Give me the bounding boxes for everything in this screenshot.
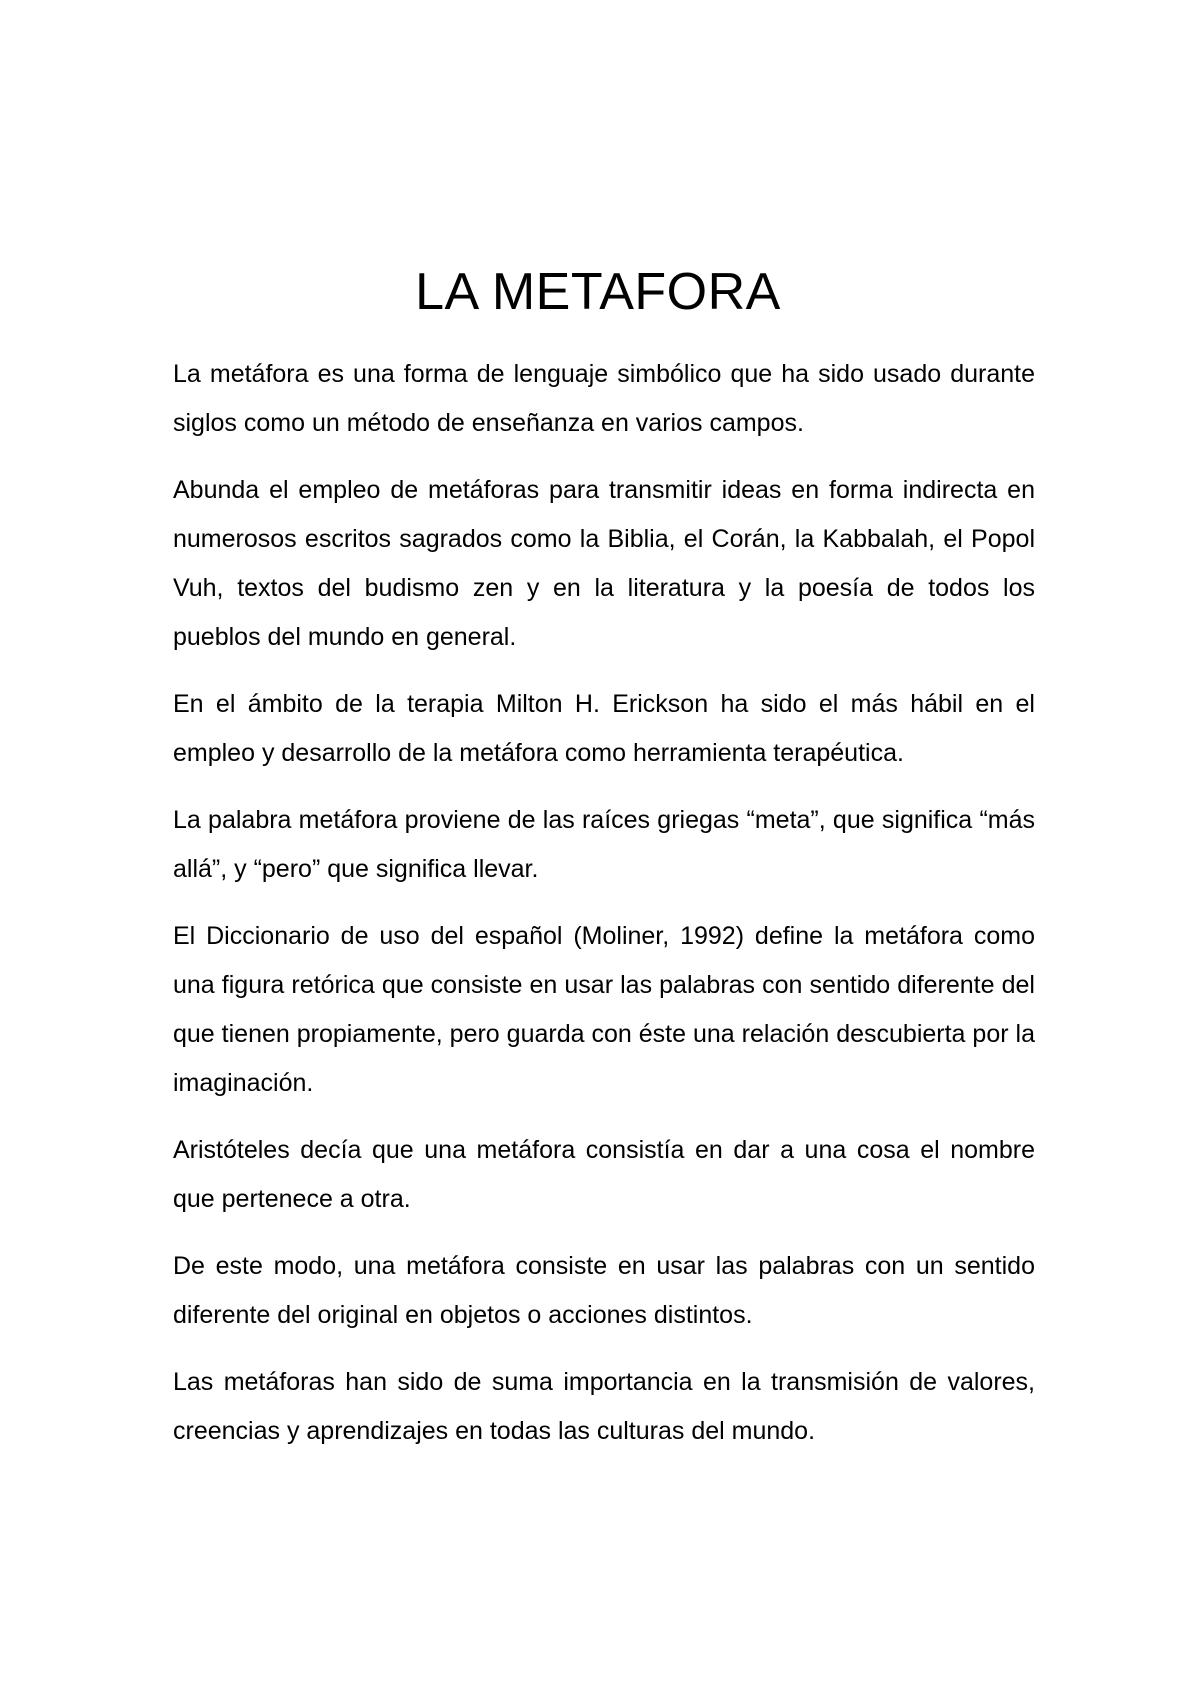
document-title: LA METAFORA [415, 263, 781, 321]
paragraph: Abunda el empleo de metáforas para transmitir ideas en forma indirecta en numerosos escritos sagrados como la Biblia, el Corán, la Kabbalah, el Popol Vuh, textos del budismo zen y en la literatura y la poesía de todos los pueblos del mundo en general. [173, 476, 1035, 651]
paragraph: Aristóteles decía que una metáfora consistía en dar a una cosa el nombre que pertenece a otra. [173, 1136, 1035, 1213]
paragraph: La palabra metáfora proviene de las raíces griegas “meta”, que significa “más allá”, y “pero” que significa llevar. [173, 806, 1035, 883]
paragraph: En el ámbito de la terapia Milton H. Erickson ha sido el más hábil en el empleo y desarrollo de la metáfora como herramienta terapéutica. [173, 690, 1035, 767]
paragraph: El Diccionario de uso del español (Moliner, 1992) define la metáfora como una figura retórica que consiste en usar las palabras con sentido diferente del que tienen propiamente, pero guarda con éste una relación descubierta por la imaginación. [173, 922, 1035, 1097]
paragraph: La metáfora es una forma de lenguaje simbólico que ha sido usado durante siglos como un método de enseñanza en varios campos. [173, 360, 1035, 437]
document-body [173, 350, 1035, 1456]
paragraph: Las metáforas han sido de suma importancia en la transmisión de valores, creencias y aprendizajes en todas las culturas del mundo. [173, 1368, 1035, 1445]
paragraph: De este modo, una metáfora consiste en usar las palabras con un sentido diferente del original en objetos o acciones distintos. [173, 1252, 1035, 1329]
